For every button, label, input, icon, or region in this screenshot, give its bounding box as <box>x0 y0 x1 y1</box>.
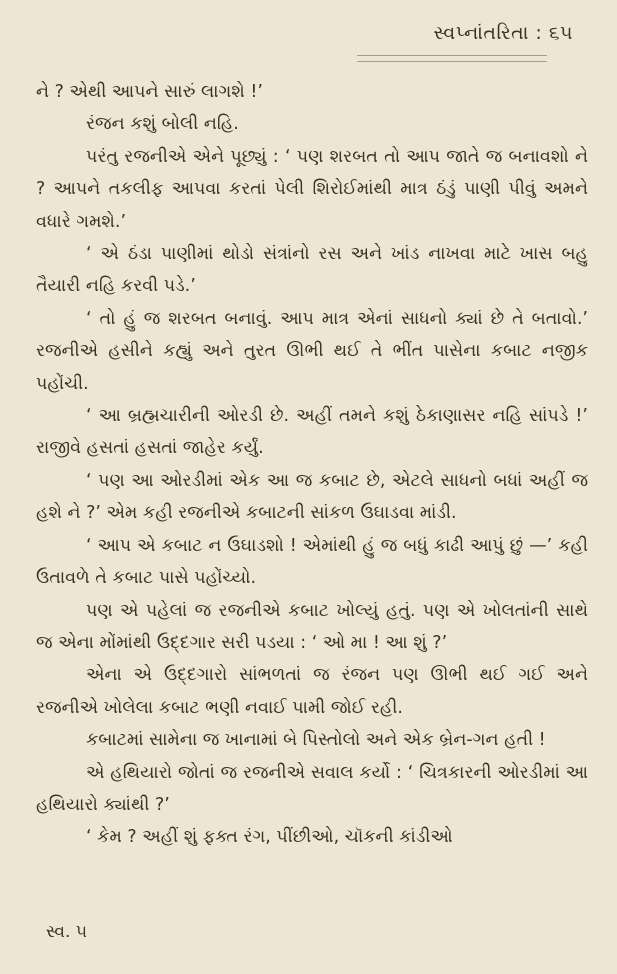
paragraph: ‘ પણ આ ઓરડીમાં એક આ જ કબાટ છે, એટલે સાધનો બધાં અહીં જ હશે ને ?’ એમ કહી રજનીએ કબાટની સાંકળ ઉઘાડવા માંડી. <box>36 470 588 524</box>
paragraph: એ હથિયારો જોતાં જ રજનીએ સવાલ કર્યો : ‘ ચિત્રકારની ઓરડીમાં આ હથિયારો ક્યાંથી ?’ <box>36 762 588 815</box>
paragraph: ‘ આપ એ કબાટ ન ઉઘાડશો ! એમાંથી હું જ બધું કાઢી આપું છું —’ કહી ઉતાવળે તે કબાટ પાસે પહોંચ્યો. <box>36 535 588 589</box>
paragraph: રંજન કશું બોલી નહિ. <box>86 114 239 135</box>
paragraph: પણ એ પહેલાં જ રજનીએ કબાટ ખોલ્યું હતું. પણ એ ખોલતાંની સાથે જ એના મોંમાંથી ઉદ્દગાર સરી પડયા : ‘ ઓ મા ! આ શું ?’ <box>36 600 588 653</box>
paragraph: એના એ ઉદ્દગારો સાંભળતાં જ રંજન પણ ઊભી થઈ ગઈ અને રજનીએ ખોલેલા કબાટ ભણી નવાઈ પામી જોઈ રહી. <box>36 665 588 718</box>
paragraph-continuation: ને ? એથી આપને સારું લાગશે !’ <box>36 82 263 102</box>
header-ornament-rule <box>357 55 547 62</box>
paragraph: ‘ તો હું જ શરબત બનાવું. આપ માત્ર એનાં સાધનો ક્યાં છે તે બતાવો.’ રજનીએ હસીને કહ્યું અને તુરત ઊભી થઈ તે ભીંત પાસેના કબાટ નજીક પહોંચી. <box>36 308 588 394</box>
paragraph: ‘ એ ઠંડા પાણીમાં થોડો સંત્રાંનો રસ અને ખાંડ નાખવા માટે ખાસ બહુ તૈયારી નહિ કરવી પડે.’ <box>36 244 588 297</box>
page-body <box>36 76 588 854</box>
paragraph: પરંતુ રજનીએ એને પૂછ્યું : ‘ પણ શરબત તો આપ જાતે જ બનાવશો ને ? આપને તકલીફ આપવા કરતાં પેલી શિરોઈમાંથી માત્ર ઠંડું પાણી પીવું અમને વધારે ગમશે.’ <box>36 146 588 232</box>
paragraph: ‘ કેમ ? અહીં શું ફક્ત રંગ, પીંછીઓ, ચૉકની કાંડીઓ <box>86 827 453 848</box>
signature-mark: સ્વ. ૫ <box>46 922 87 942</box>
running-header: સ્વપ્નાંતરિતા : ૬૫ <box>433 22 573 44</box>
paragraph: કબાટમાં સામેના જ ખાનામાં બે પિસ્તોલો અને એક બ્રેન-ગન હતી ! <box>86 730 546 751</box>
paragraph: ‘ આ બ્રહ્મચારીની ઓરડી છે. અહીં તમને કશું ઠેકાણાસર નહિ સાંપડે !’ રાજીવે હસતાં હસતાં જાહેર કર્યું. <box>36 406 588 459</box>
